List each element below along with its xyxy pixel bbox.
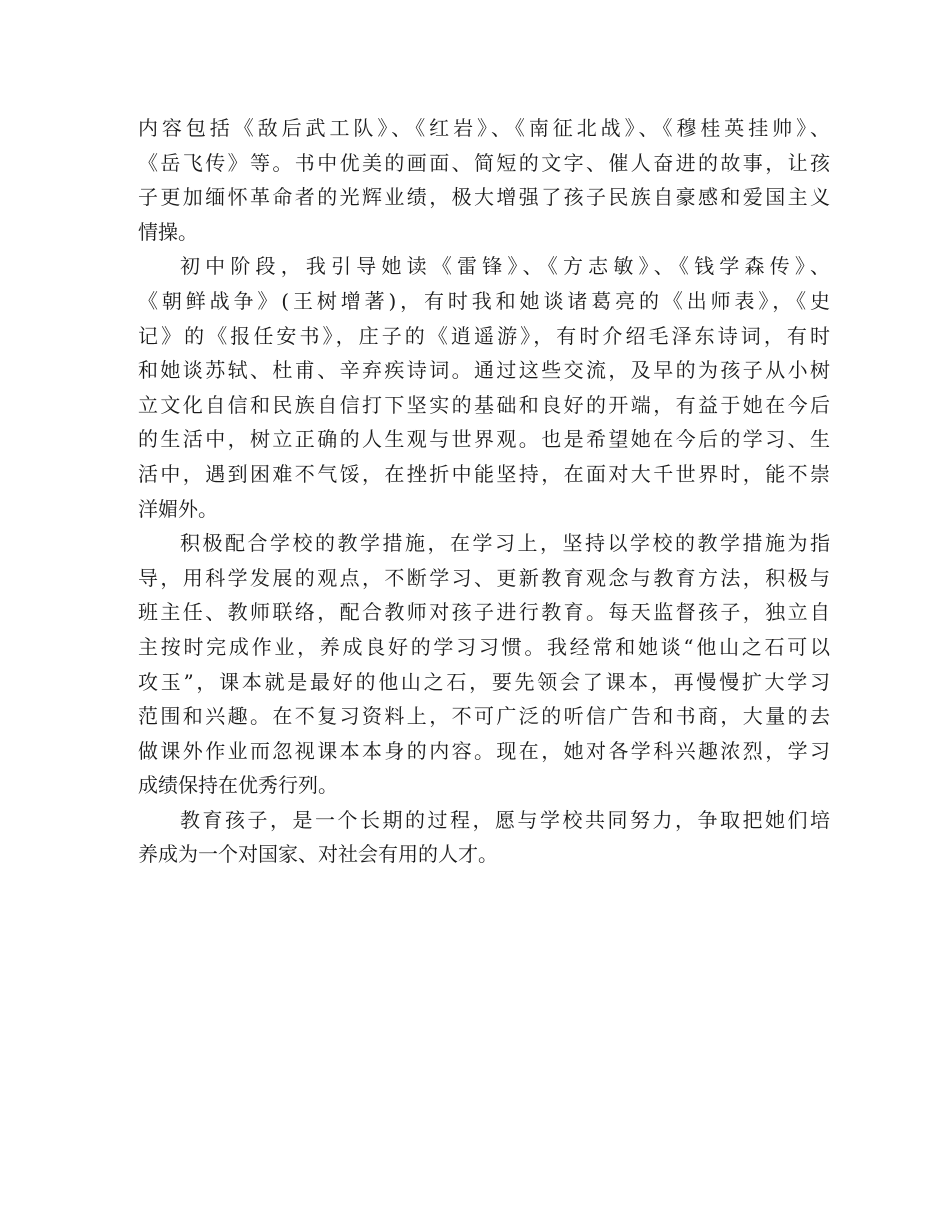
text-line: 情操。 [138,219,198,244]
text-line: 主按时完成作业，养成良好的学习习惯。我经常和她谈“他山之石可以 [138,634,830,659]
text-line: 养成为一个对国家、对社会有用的人才。 [138,842,498,867]
text-line: 内容包括《敌后武工队》、《红岩》、《南征北战》、《穆桂英挂帅》、 [138,116,830,140]
text-line: 成绩保持在优秀行列。 [138,773,338,798]
text-line: 和她谈苏轼、杜甫、辛弃疾诗词。通过这些交流，及早的为孩子从小树 [138,358,830,383]
text-line: 积极配合学校的教学措施，在学习上，坚持以学校的教学措施为指 [180,531,830,556]
paragraph [138,111,830,249]
text-line: 范围和兴趣。在不复习资料上，不可广泛的听信广告和书商，大量的去 [138,704,830,729]
text-line: 记》的《报任安书》，庄子的《逍遥游》，有时介绍毛泽东诗词，有时 [138,323,830,348]
text-line: 的生活中，树立正确的人生观与世界观。也是希望她在今后的学习、生 [138,427,830,452]
paragraph [138,803,830,872]
text-line: 《朝鲜战争》(王树增著)，有时我和她谈诸葛亮的《出师表》，《史 [138,288,830,313]
text-line: 攻玉”，课本就是最好的他山之石，要先领会了课本，再慢慢扩大学习 [138,669,830,694]
paragraph [138,249,830,526]
text-line: 初中阶段，我引导她读《雷锋》、《方志敏》、《钱学森传》、 [180,254,830,279]
text-line: 活中，遇到困难不气馁，在挫折中能坚持，在面对大千世界时，能不崇 [138,461,830,486]
text-line: 教育孩子，是一个长期的过程，愿与学校共同努力，争取把她们培 [180,807,830,832]
text-line: 班主任、教师联络，配合教师对孩子进行教育。每天监督孩子，独立自 [138,600,830,625]
text-line: 做课外作业而忽视课本本身的内容。现在，她对各学科兴趣浓烈，学习 [138,738,830,763]
text-line: 导，用科学发展的观点，不断学习、更新教育观念与教育方法，积极与 [138,565,830,590]
text-line: 立文化自信和民族自信打下坚实的基础和良好的开端，有益于她在今后 [138,392,830,417]
text-line: 《岳飞传》等。书中优美的画面、简短的文字、催人奋进的故事，让孩 [138,150,830,175]
text-line: 洋媚外。 [138,496,218,521]
document-body [138,111,830,872]
paragraph [138,526,830,803]
text-line: 子更加缅怀革命者的光辉业绩，极大增强了孩子民族自豪感和爱国主义 [138,185,830,210]
